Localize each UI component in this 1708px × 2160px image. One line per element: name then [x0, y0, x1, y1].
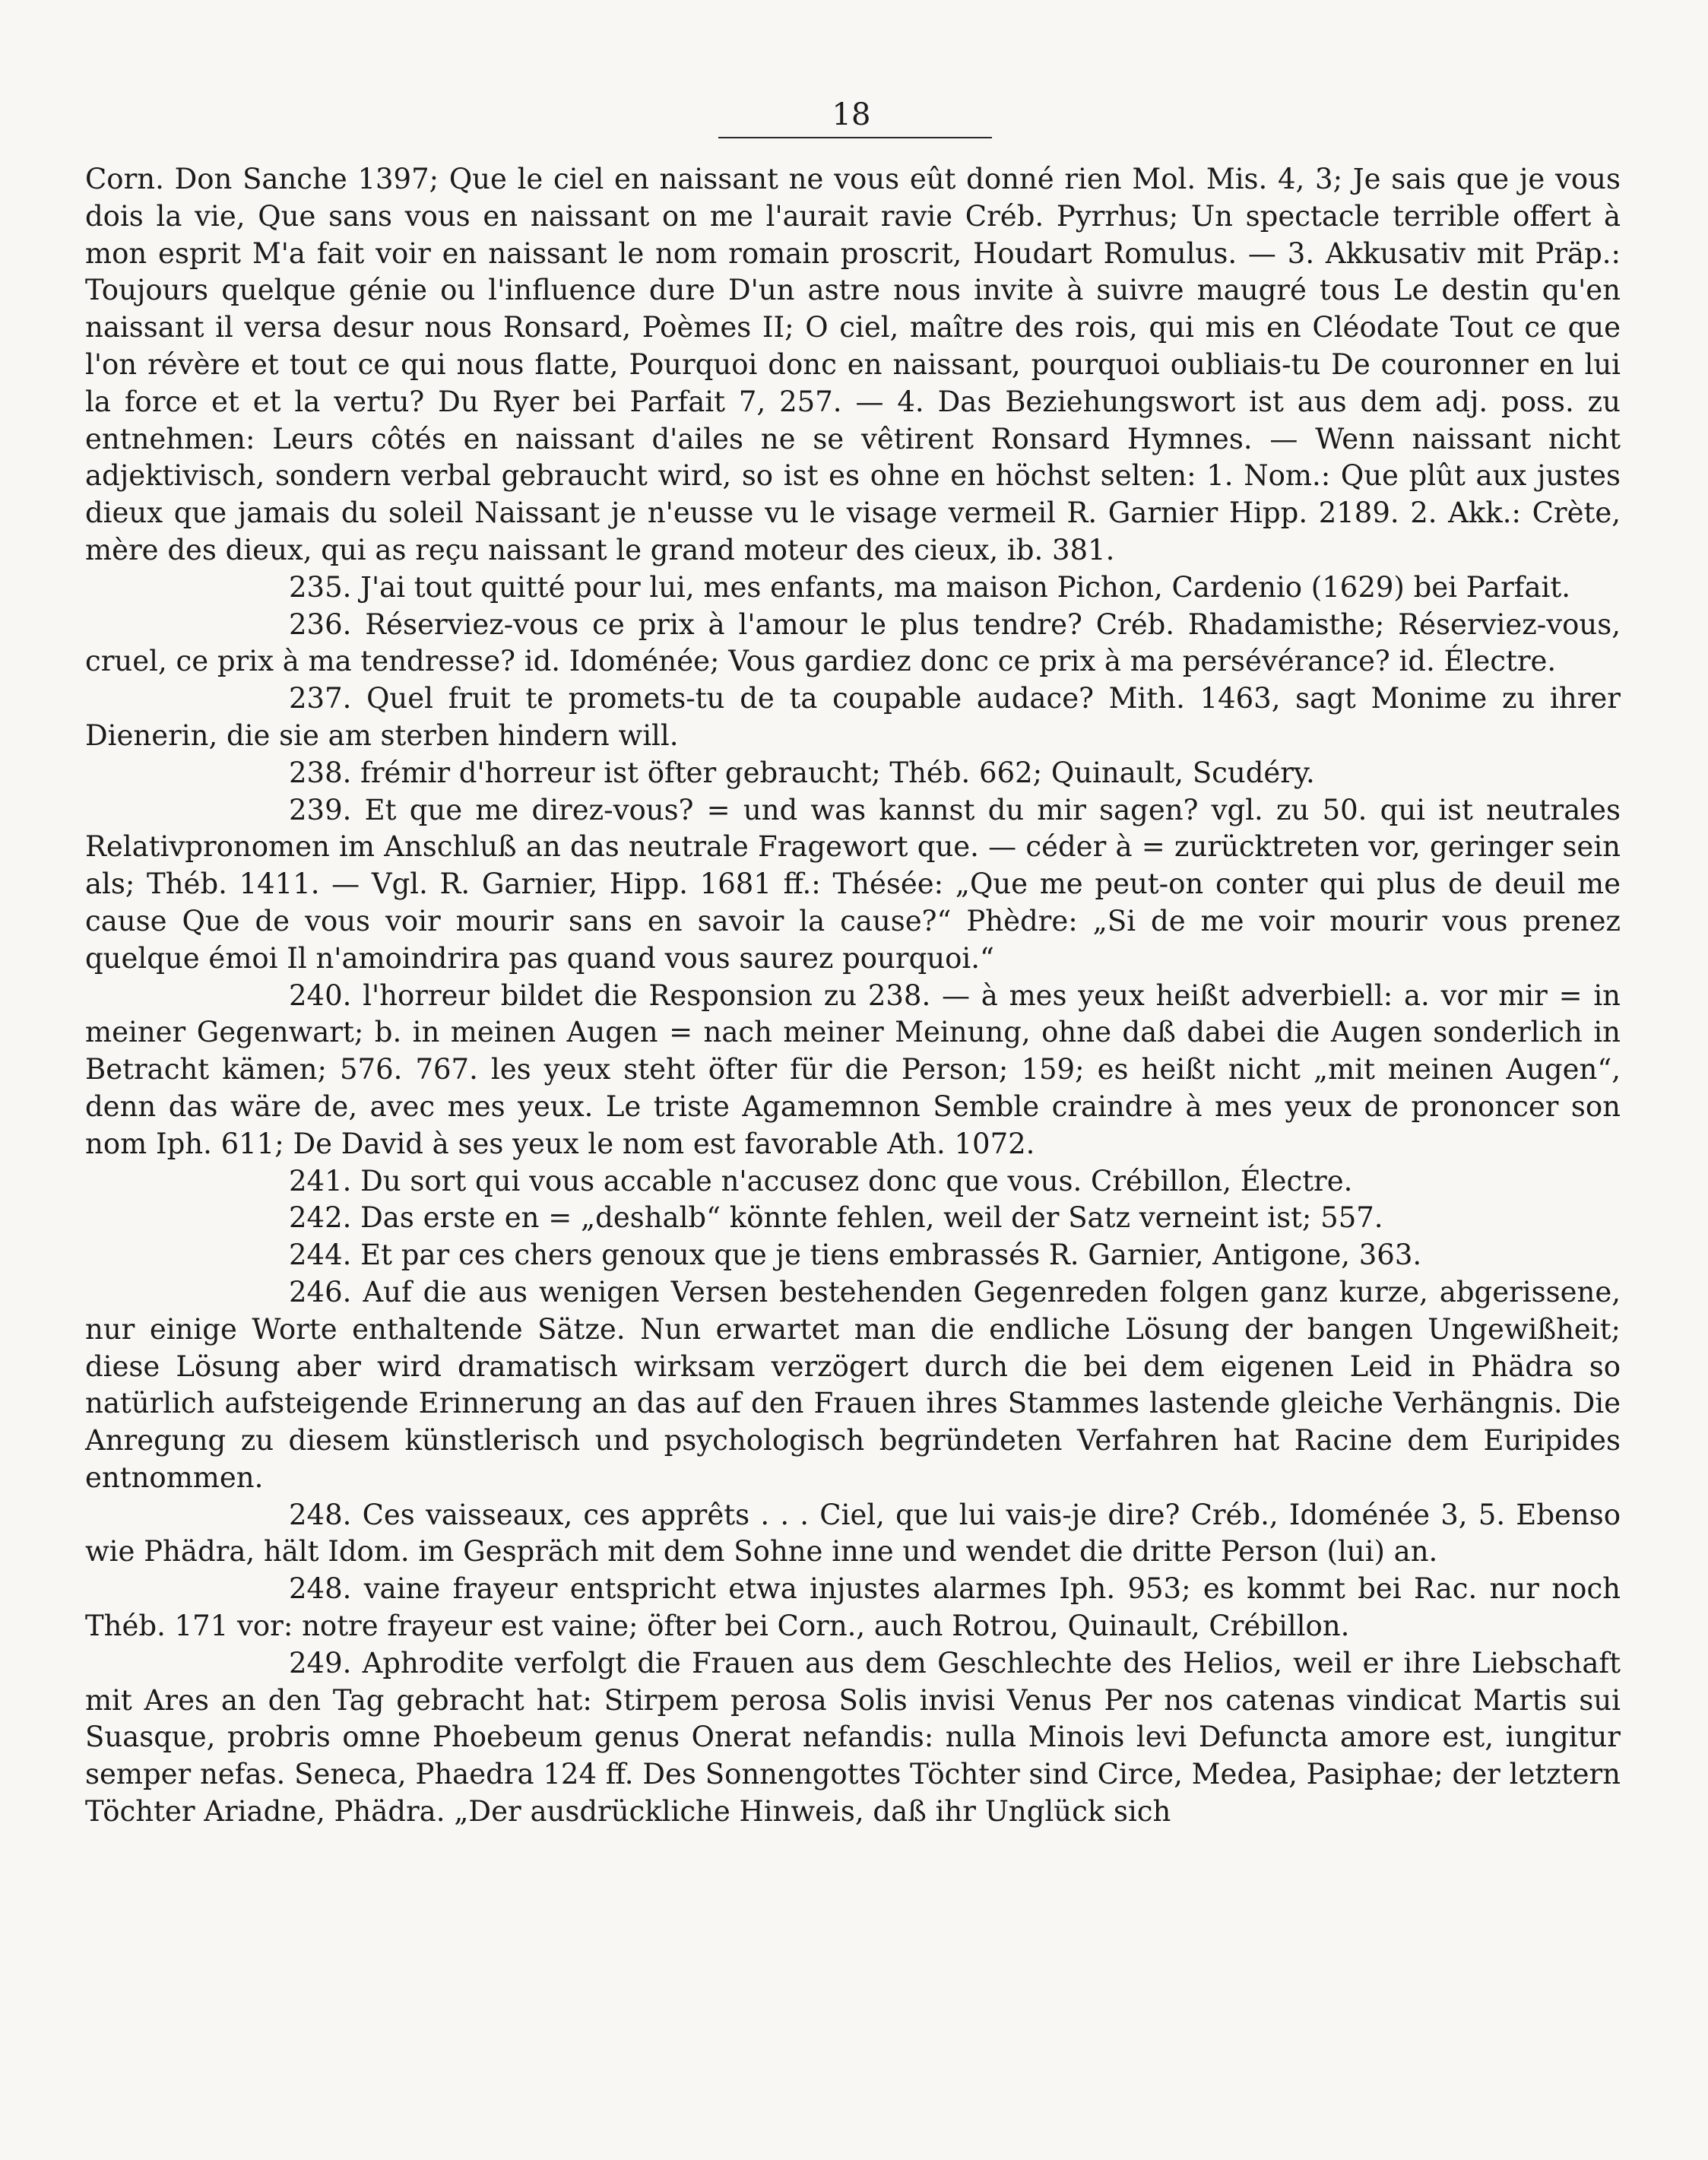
note-235: 235. J'ai tout quitté pour lui, mes enfants, ma maison Pichon, Cardenio (1629) bei Parfait. — [289, 570, 1570, 604]
header-rule — [718, 137, 992, 138]
note-237: 237. Quel fruit te promets-tu de ta coupable audace? Mith. 1463, sagt Monime zu ihrer Dienerin, die sie am sterben hindern will. — [85, 682, 1621, 752]
note-239: 239. Et que me direz-vous? = und was kannst du mir sagen? vgl. zu 50. qui ist neutrales Relativpronomen im Anschluß an das neutrale Fragewort que. — céder à = zurücktreten vor, geringer sein als; Théb. 1411. — Vgl. R. Garnier, Hipp. 1681 ff.: Thésée: „Que me peut-on conter qui plus de deuil me cause Que de vous voir mourir sans en savoir la cause?“ Phèdre: „Si de me voir mourir vous prenez quelque émoi Il n'amoindrira pas quand vous saurez pourquoi.“ — [85, 793, 1621, 975]
note-240: 240. l'horreur bildet die Responsion zu 238. — à mes yeux heißt adverbiell: a. vor mir = in meiner Gegenwart; b. in meinen Augen = nach meiner Meinung, ohne daß dabei die Augen sonderlich in Betracht kämen; 576. 767. les yeux steht öfter für die Person; 159; es heißt nicht „mit meinen Augen“, denn das wäre de, avec mes yeux. Le triste Agamemnon Semble craindre à mes yeux de prononcer son nom Iph. 611; De David à ses yeux le nom est favorable Ath. 1072. — [85, 979, 1621, 1160]
note-246: 246. Auf die aus wenigen Versen bestehenden Gegenreden folgen ganz kurze, abgerissene, nur einige Worte enthaltende Sätze. Nun erwartet man die endliche Lösung der bangen Ungewißheit; diese Lösung aber wird dramatisch wirksam verzögert durch die bei dem eigenen Leid in Phädra so natürlich aufsteigende Erinnerung an das auf den Frauen ihres Stammes lastende gleiche Verhängnis. Die Anregung zu diesem künstlerisch und psychologisch begründeten Verfahren hat Racine dem Euripides entnommen. — [85, 1275, 1621, 1494]
commentary-text — [85, 161, 1621, 1831]
note-248-a: 248. Ces vaisseaux, ces apprêts . . . Ciel, que lui vais-je dire? Créb., Idoménée 3, 5. Ebenso wie Phädra, hält Idom. im Gespräch mit dem Sohne inne und wendet die dritte Person (lui) an. — [85, 1498, 1621, 1568]
note-248-b: 248. vaine frayeur entspricht etwa injustes alarmes Iph. 953; es kommt bei Rac. nur noch Théb. 171 vor: notre frayeur est vaine; öfter bei Corn., auch Rotrou, Quinault, Crébillon. — [85, 1572, 1621, 1643]
page-number: 18 — [832, 97, 871, 132]
paragraph-intro: Corn. Don Sanche 1397; Que le ciel en naissant ne vous eût donné rien Mol. Mis. 4, 3; Je sais que je vous dois la vie, Que sans vous en naissant on me l'aurait ravie Créb. Pyrrhus; Un spectacle terrible offert à mon esprit M'a fait voir en naissant le nom romain proscrit, Houdart Romulus. — 3. Akkusativ mit Präp.: Toujours quelque génie ou l'influence dure D'un astre nous invite à suivre maugré tous Le destin qu'en naissant il versa desur nous Ronsard, Poèmes II; O ciel, maître des rois, qui mis en Cléodate Tout ce que l'on révère et tout ce qui nous flatte, Pourquoi donc en naissant, pourquoi oubliais-tu De couronner en lui la force et et la vertu? Du Ryer bei Parfait 7, 257. — 4. Das Beziehungswort ist aus dem adj. poss. zu entnehmen: Leurs côtés en naissant d'ailes ne se vêtirent Ronsard Hymnes. — Wenn naissant nicht adjektivisch, sondern verbal gebraucht wird, so ist es ohne en höchst selten: 1. Nom.: Que plût aux justes dieux que jamais du soleil Naissant je n'eusse vu le visage vermeil R. Garnier Hipp. 2189. 2. Akk.: Crète, mère des dieux, qui as reçu naissant le grand moteur des cieux, ib. 381. — [85, 163, 1621, 566]
note-249: 249. Aphrodite verfolgt die Frauen aus dem Geschlechte des Helios, weil er ihre Liebschaft mit Ares an den Tag gebracht hat: Stirpem perosa Solis invisi Venus Per nos catenas vindicat Martis sui Suasque, probris omne Phoebeum genus Onerat nefandis: nulla Minois levi Defuncta amore est, iungitur semper nefas. Seneca, Phaedra 124 ff. Des Sonnengottes Töchter sind Circe, Medea, Pasiphae; der letztern Töchter Ariadne, Phädra. „Der ausdrückliche Hinweis, daß ihr Unglück sich — [85, 1646, 1621, 1829]
note-244: 244. Et par ces chers genoux que je tiens embrassés R. Garnier, Antigone, 363. — [289, 1239, 1422, 1272]
note-236: 236. Réserviez-vous ce prix à l'amour le plus tendre? Créb. Rhadamisthe; Réserviez-vous, cruel, ce prix à ma tendresse? id. Idoménée; Vous gardiez donc ce prix à ma persévérance? id. Électre. — [85, 607, 1621, 678]
note-242: 242. Das erste en = „deshalb“ könnte fehlen, weil der Satz verneint ist; 557. — [289, 1201, 1383, 1235]
note-241: 241. Du sort qui vous accable n'accusez donc que vous. Crébillon, Électre. — [289, 1164, 1353, 1197]
note-238: 238. frémir d'horreur ist öfter gebraucht; Théb. 662; Quinault, Scudéry. — [289, 756, 1315, 789]
